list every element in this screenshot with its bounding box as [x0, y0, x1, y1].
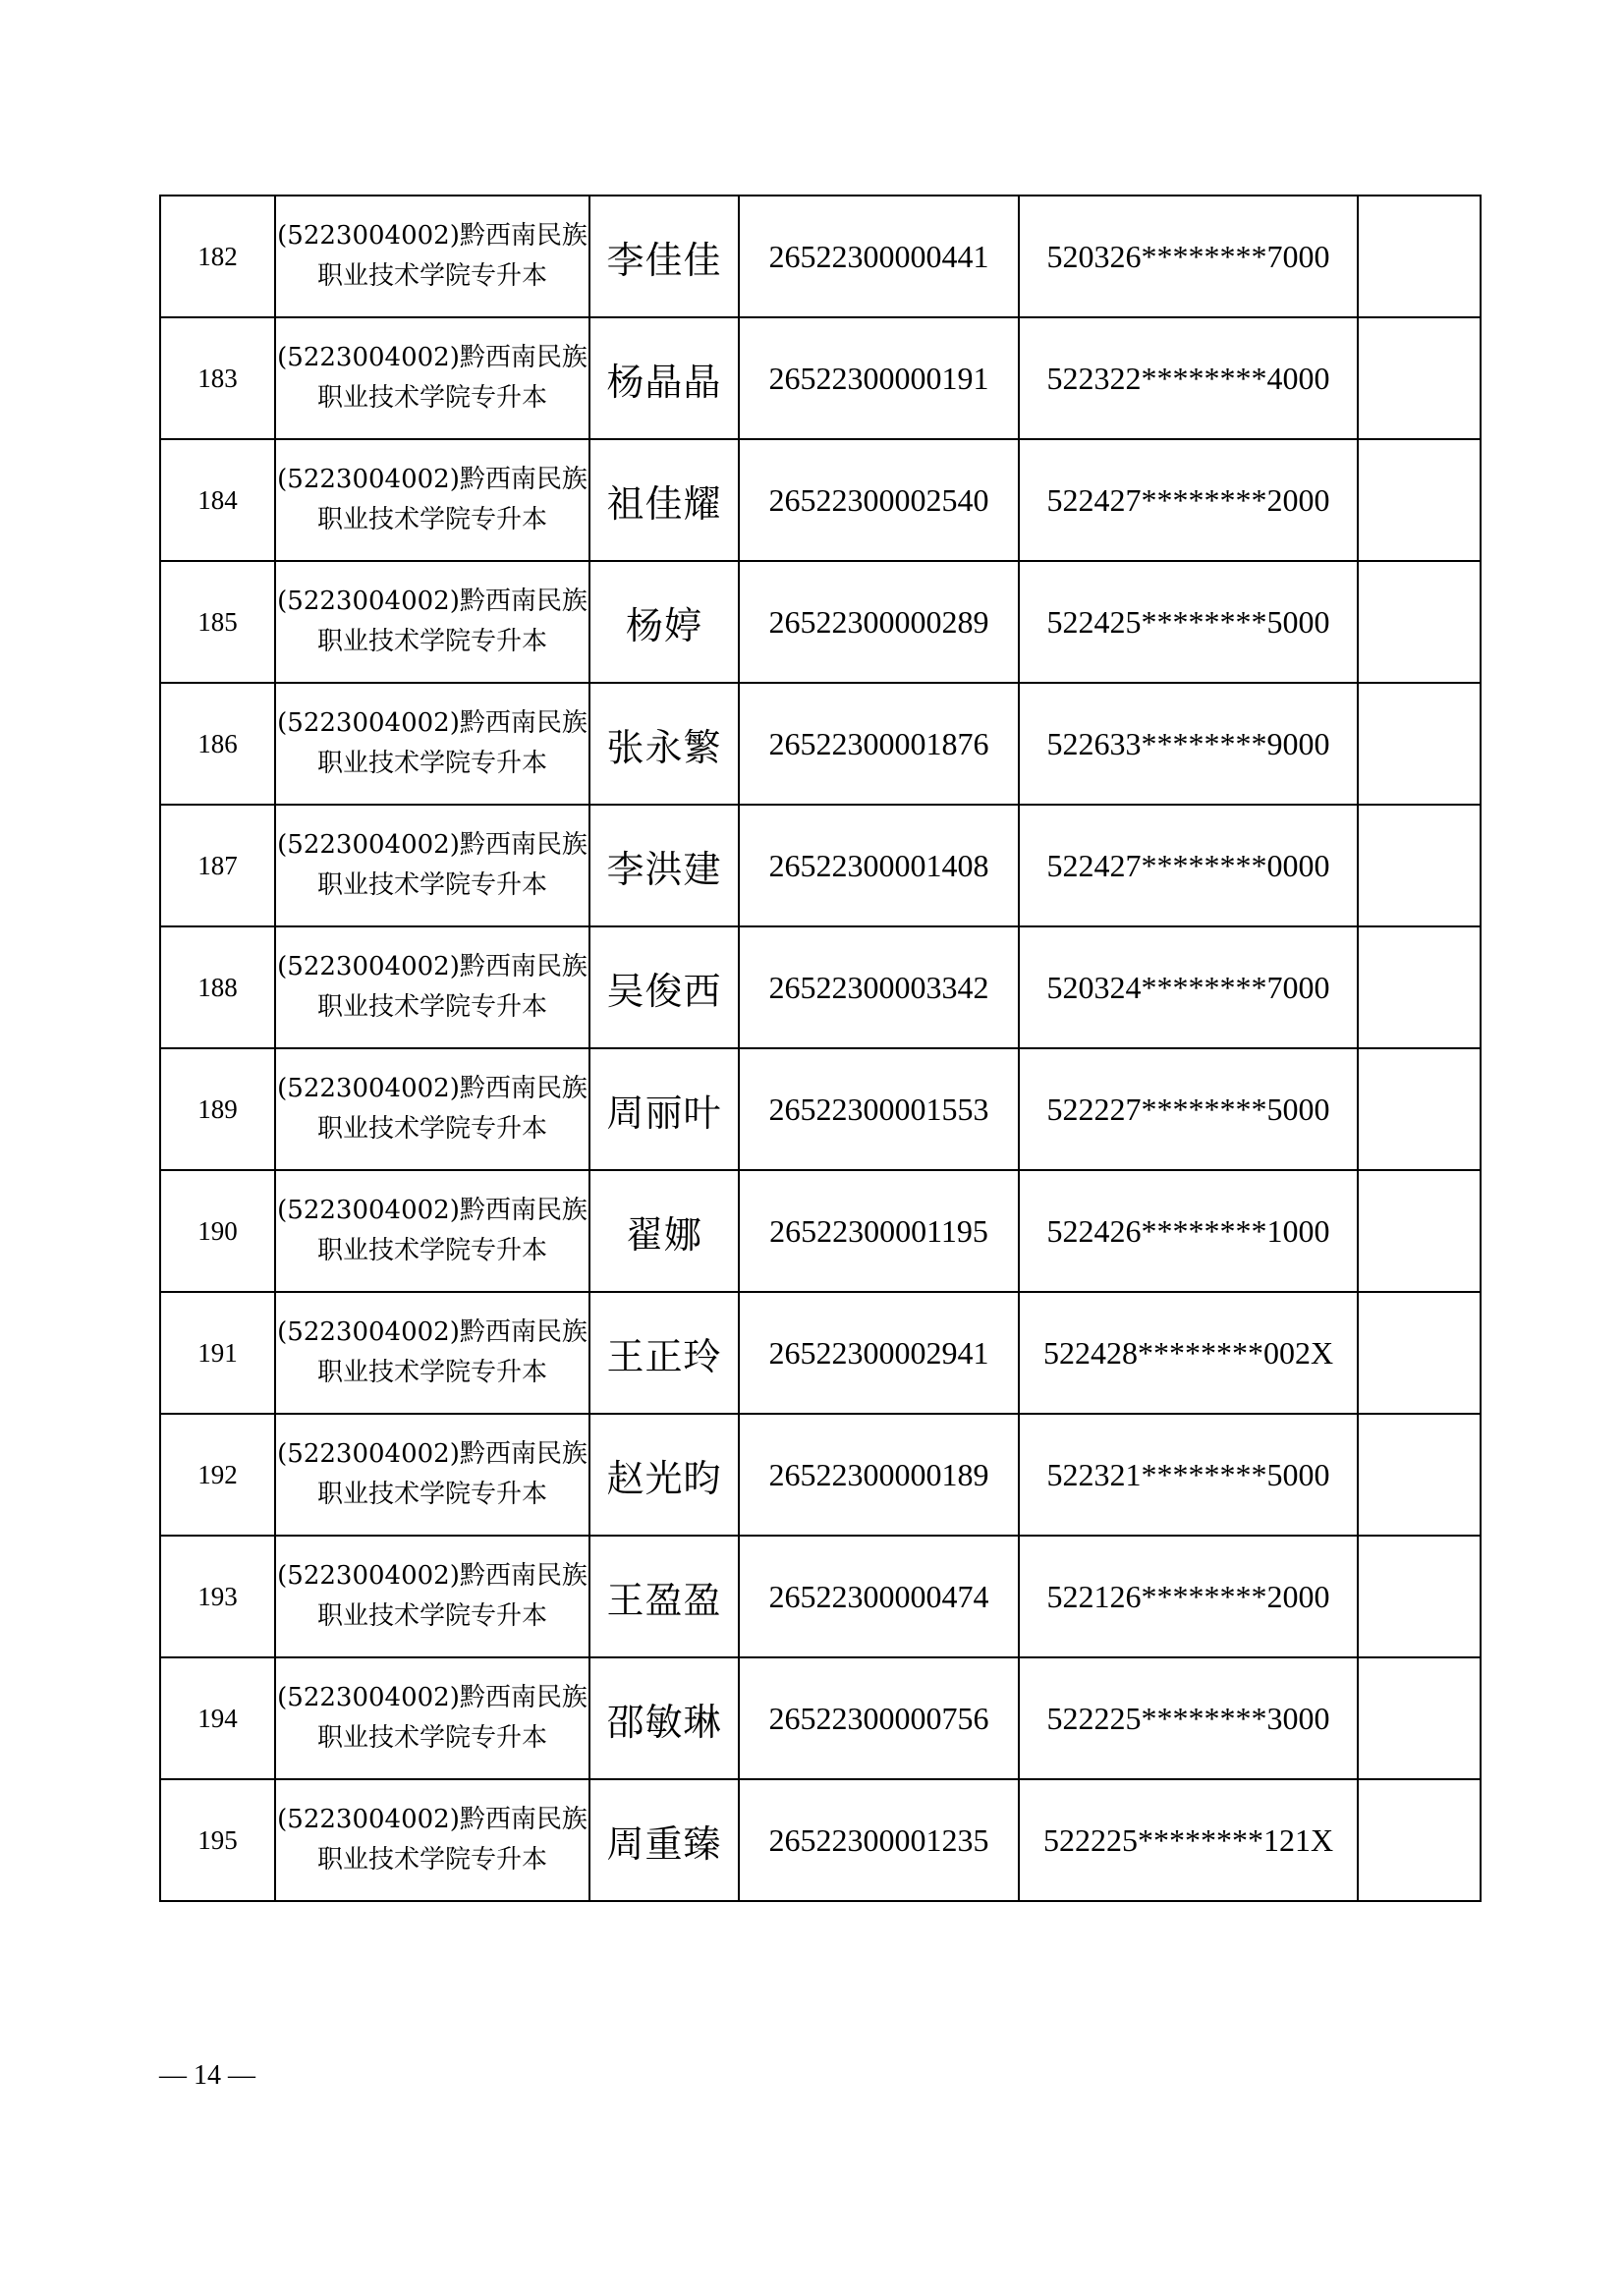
school-cell	[275, 317, 589, 439]
student-name: 祖佳耀	[589, 439, 739, 561]
table-body	[160, 196, 1481, 1901]
id-number: 520324********7000	[1019, 926, 1358, 1048]
school-cell	[275, 1048, 589, 1170]
row-number: 191	[160, 1292, 275, 1414]
table-row	[160, 561, 1481, 683]
school-line-1: (5223004002)黔西南民族	[277, 1439, 588, 1469]
id-number: 520326********7000	[1019, 196, 1358, 317]
table-row	[160, 1779, 1481, 1901]
remark-cell	[1358, 561, 1481, 683]
student-name: 吴俊西	[589, 926, 739, 1048]
remark-cell	[1358, 439, 1481, 561]
id-number: 522427********2000	[1019, 439, 1358, 561]
table-row	[160, 1170, 1481, 1292]
row-number: 194	[160, 1657, 275, 1779]
student-name: 杨婷	[589, 561, 739, 683]
school-cell	[275, 1292, 589, 1414]
exam-number: 26522300000191	[739, 317, 1019, 439]
remark-cell	[1358, 1292, 1481, 1414]
school-cell	[275, 1657, 589, 1779]
exam-number: 26522300001876	[739, 683, 1019, 805]
id-number: 522126********2000	[1019, 1536, 1358, 1657]
school-line-1: (5223004002)黔西南民族	[277, 1683, 588, 1712]
student-name: 王正玲	[589, 1292, 739, 1414]
school-line-2: 职业技术学院专升本	[316, 383, 547, 413]
school-line-2: 职业技术学院专升本	[316, 1601, 547, 1631]
exam-number: 26522300002540	[739, 439, 1019, 561]
school-cell	[275, 926, 589, 1048]
id-number: 522322********4000	[1019, 317, 1358, 439]
id-number: 522227********5000	[1019, 1048, 1358, 1170]
school-line-1: (5223004002)黔西南民族	[277, 1805, 588, 1834]
school-line-2: 职业技术学院专升本	[316, 261, 547, 291]
row-number: 189	[160, 1048, 275, 1170]
remark-cell	[1358, 1170, 1481, 1292]
row-number: 190	[160, 1170, 275, 1292]
student-name: 赵光昀	[589, 1414, 739, 1536]
row-number: 192	[160, 1414, 275, 1536]
remark-cell	[1358, 196, 1481, 317]
id-number: 522633********9000	[1019, 683, 1358, 805]
student-name: 李佳佳	[589, 196, 739, 317]
remark-cell	[1358, 926, 1481, 1048]
school-line-2: 职业技术学院专升本	[316, 505, 547, 534]
exam-number: 26522300001408	[739, 805, 1019, 926]
table-row	[160, 1657, 1481, 1779]
school-line-2: 职业技术学院专升本	[316, 1845, 547, 1875]
remark-cell	[1358, 1414, 1481, 1536]
id-number: 522427********0000	[1019, 805, 1358, 926]
table-row	[160, 317, 1481, 439]
remark-cell	[1358, 1048, 1481, 1170]
school-cell	[275, 683, 589, 805]
school-cell	[275, 1170, 589, 1292]
remark-cell	[1358, 1536, 1481, 1657]
id-number: 522428********002X	[1019, 1292, 1358, 1414]
exam-number: 26522300000189	[739, 1414, 1019, 1536]
school-line-1: (5223004002)黔西南民族	[277, 587, 588, 616]
exam-number: 26522300000289	[739, 561, 1019, 683]
school-line-1: (5223004002)黔西南民族	[277, 708, 588, 738]
school-line-1: (5223004002)黔西南民族	[277, 1074, 588, 1103]
student-name: 周重臻	[589, 1779, 739, 1901]
school-line-1: (5223004002)黔西南民族	[277, 465, 588, 494]
student-name: 王盈盈	[589, 1536, 739, 1657]
school-cell	[275, 439, 589, 561]
row-number: 185	[160, 561, 275, 683]
school-line-1: (5223004002)黔西南民族	[277, 1317, 588, 1347]
school-line-1: (5223004002)黔西南民族	[277, 952, 588, 981]
remark-cell	[1358, 805, 1481, 926]
table-row	[160, 683, 1481, 805]
table-row	[160, 1048, 1481, 1170]
row-number: 195	[160, 1779, 275, 1901]
row-number: 186	[160, 683, 275, 805]
student-name: 邵敏琳	[589, 1657, 739, 1779]
school-line-1: (5223004002)黔西南民族	[277, 1196, 588, 1225]
exam-number: 26522300000474	[739, 1536, 1019, 1657]
school-line-1: (5223004002)黔西南民族	[277, 221, 588, 251]
table-row	[160, 926, 1481, 1048]
table-row	[160, 1414, 1481, 1536]
school-line-2: 职业技术学院专升本	[316, 1236, 547, 1265]
exam-number: 26522300000756	[739, 1657, 1019, 1779]
school-line-1: (5223004002)黔西南民族	[277, 343, 588, 372]
page-number: — 14 —	[159, 2060, 255, 2091]
remark-cell	[1358, 1657, 1481, 1779]
row-number: 187	[160, 805, 275, 926]
school-line-1: (5223004002)黔西南民族	[277, 830, 588, 860]
row-number: 193	[160, 1536, 275, 1657]
school-cell	[275, 805, 589, 926]
school-line-2: 职业技术学院专升本	[316, 1114, 547, 1144]
student-name: 翟娜	[589, 1170, 739, 1292]
exam-number: 26522300001235	[739, 1779, 1019, 1901]
row-number: 184	[160, 439, 275, 561]
row-number: 182	[160, 196, 275, 317]
exam-number: 26522300002941	[739, 1292, 1019, 1414]
school-line-2: 职业技术学院专升本	[316, 992, 547, 1022]
table-row	[160, 1292, 1481, 1414]
table-row	[160, 1536, 1481, 1657]
table-row	[160, 439, 1481, 561]
table-row	[160, 196, 1481, 317]
exam-number: 26522300003342	[739, 926, 1019, 1048]
school-line-2: 职业技术学院专升本	[316, 1358, 547, 1387]
id-number: 522425********5000	[1019, 561, 1358, 683]
id-number: 522426********1000	[1019, 1170, 1358, 1292]
remark-cell	[1358, 683, 1481, 805]
school-line-2: 职业技术学院专升本	[316, 1480, 547, 1509]
school-cell	[275, 1536, 589, 1657]
exam-number: 26522300001553	[739, 1048, 1019, 1170]
exam-number: 26522300000441	[739, 196, 1019, 317]
remark-cell	[1358, 317, 1481, 439]
table-row	[160, 805, 1481, 926]
school-cell	[275, 1414, 589, 1536]
school-cell	[275, 196, 589, 317]
row-number: 188	[160, 926, 275, 1048]
row-number: 183	[160, 317, 275, 439]
school-line-2: 职业技术学院专升本	[316, 1723, 547, 1753]
school-cell	[275, 561, 589, 683]
school-line-2: 职业技术学院专升本	[316, 870, 547, 900]
admission-list-table	[159, 195, 1482, 1902]
student-name: 张永繁	[589, 683, 739, 805]
remark-cell	[1358, 1779, 1481, 1901]
student-name: 周丽叶	[589, 1048, 739, 1170]
school-cell	[275, 1779, 589, 1901]
student-name: 李洪建	[589, 805, 739, 926]
school-line-2: 职业技术学院专升本	[316, 749, 547, 778]
id-number: 522321********5000	[1019, 1414, 1358, 1536]
school-line-2: 职业技术学院专升本	[316, 627, 547, 656]
id-number: 522225********121X	[1019, 1779, 1358, 1901]
student-name: 杨晶晶	[589, 317, 739, 439]
school-line-1: (5223004002)黔西南民族	[277, 1561, 588, 1591]
exam-number: 26522300001195	[739, 1170, 1019, 1292]
id-number: 522225********3000	[1019, 1657, 1358, 1779]
